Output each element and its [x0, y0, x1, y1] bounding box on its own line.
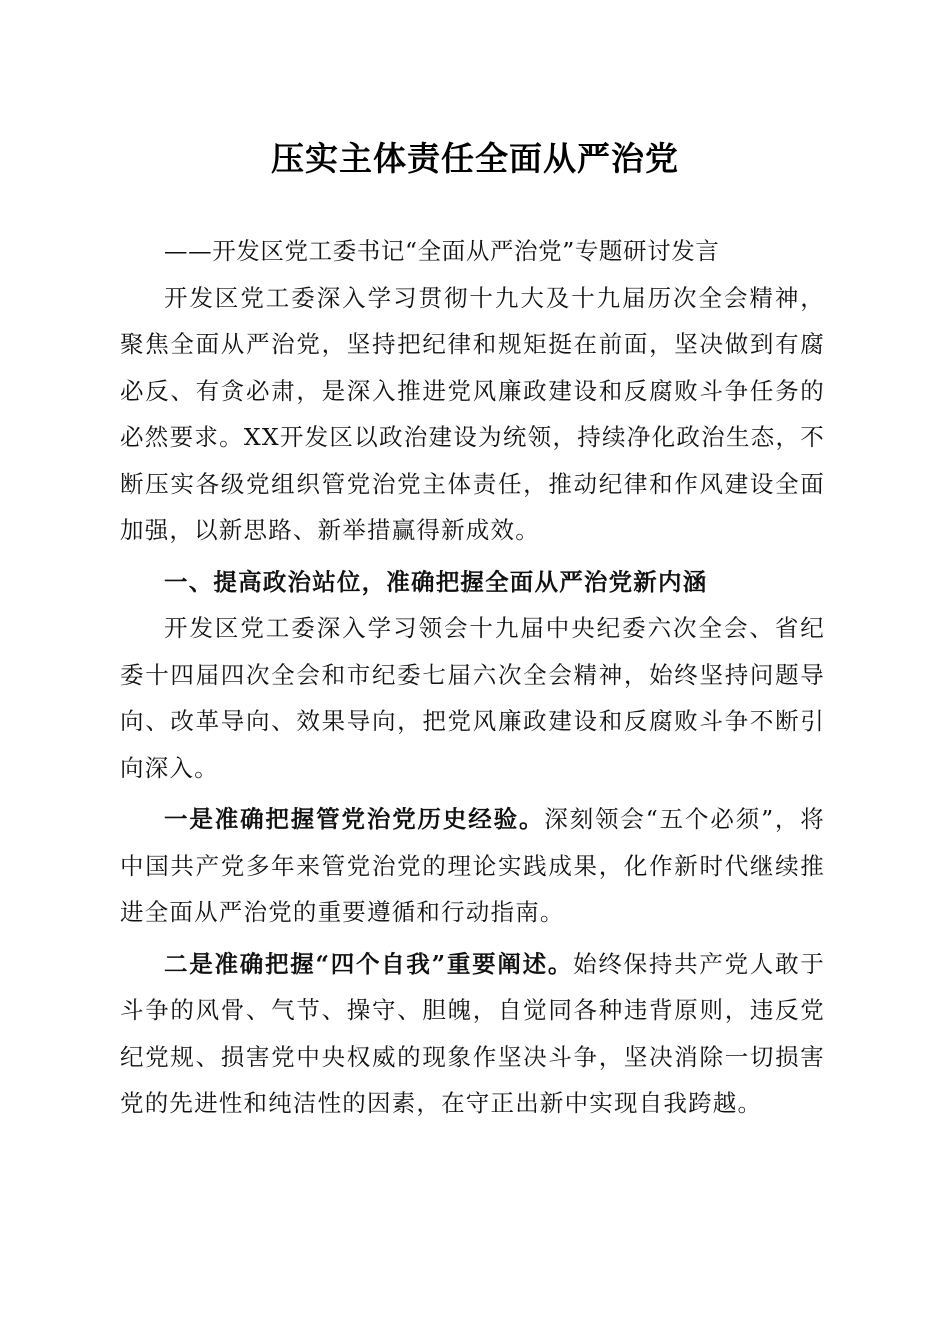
point-lead-2: 二是准确把握“四个自我”重要阐述。 [164, 949, 574, 978]
intro-paragraph: 开发区党工委深入学习贯彻十九大及十九届历次全会精神，聚焦全面从严治党，坚持把纪律和规矩挺在前面，坚决做到有腐必反、有贪必肃，是深入推进党风廉政建设和反腐败斗争任务的必然要求。XX开发区以政治建设为统领，持续净化政治生态，不断压实各级党组织管党治党主体责任，推动纪律和作风建设全面加强，以新思路、新举措赢得新成效。 [120, 283, 825, 544]
document-title: 压实主体责任全面从严治党 [271, 139, 679, 178]
document-subtitle: ——开发区党工委书记“全面从严治党”专题研讨发言 [164, 237, 720, 265]
section-heading: 一、提高政治站位，准确把握全面从严治党新内涵 [164, 567, 708, 596]
point-paragraph-1 [120, 796, 825, 936]
point-paragraph-2 [120, 941, 825, 1127]
point-text-2: 始终保持共产党人敢于斗争的风骨、气节、操守、胆魄，自觉同各种违背原则，违反党纪党规、损害党中央权威的现象作坚决斗争，坚决消除一切损害党的先进性和纯洁性的因素，在守正出新中实现自我跨越。 [120, 949, 826, 1117]
document-body [120, 228, 825, 1127]
point-lead-1: 一是准确把握管党治党历史经验。 [164, 805, 545, 833]
section-paragraph: 开发区党工委深入学习领会十九届中央纪委六次全会、省纪委十四届四次全会和市纪委七届六次全会精神，始终坚持问题导向、改革导向、效果导向，把党风廉政建设和反腐败斗争不断引向深入。 [120, 614, 825, 782]
point-text-1: 深刻领会“五个必须”，将中国共产党多年来管党治党的理论实践成果，化作新时代继续推进全面从严治党的重要遵循和行动指南。 [120, 805, 825, 926]
